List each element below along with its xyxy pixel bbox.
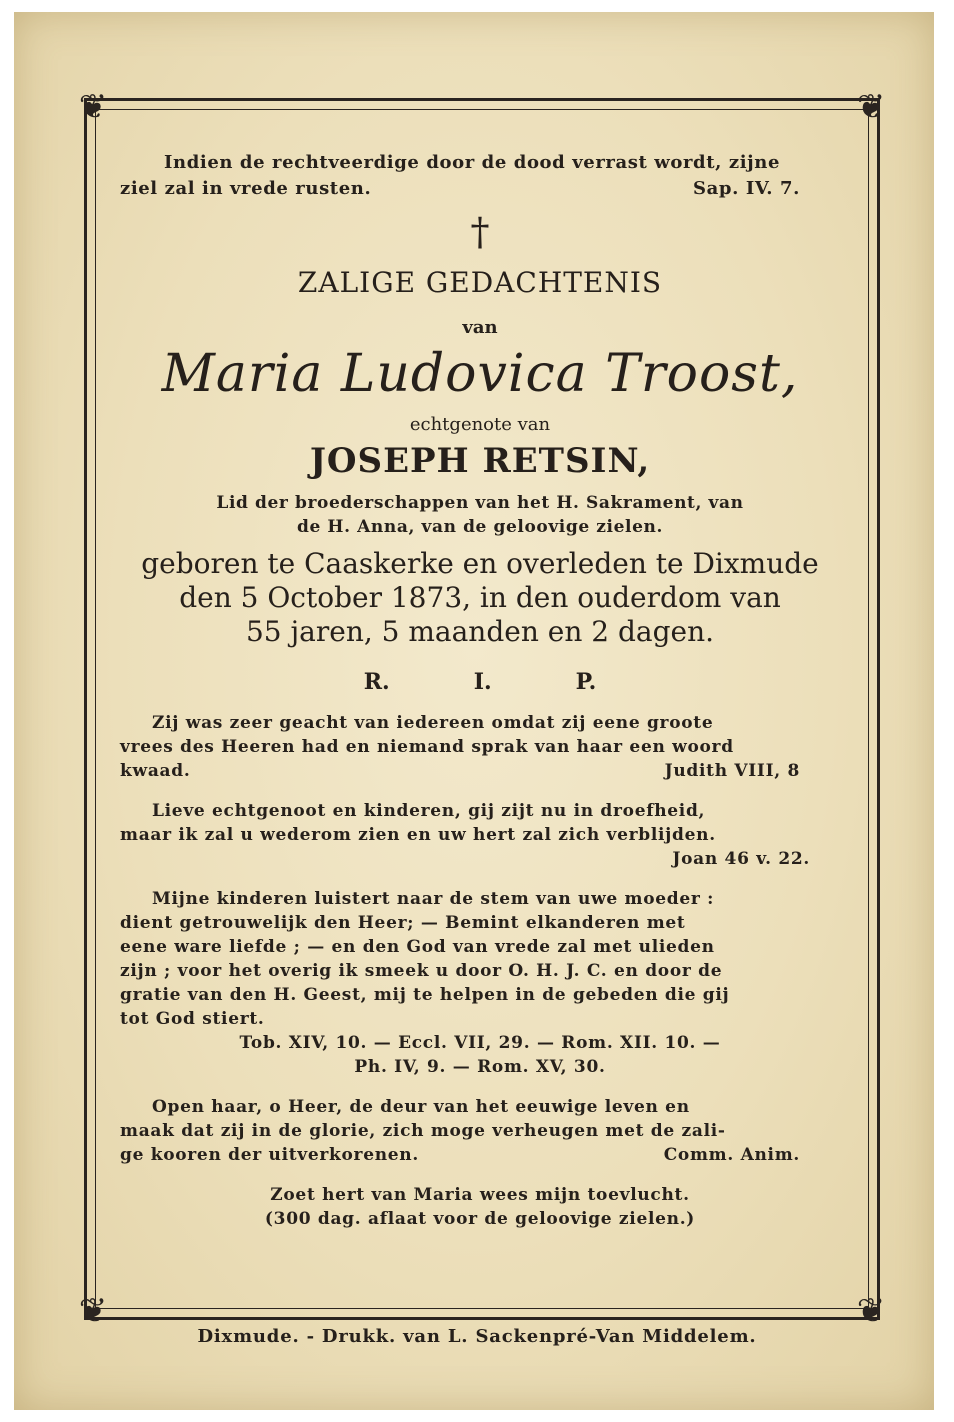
closing-line: (300 dag. aflaat voor de geloovige zielen.): [264, 1209, 696, 1229]
scroll-ornament-icon: ❦: [856, 87, 886, 127]
card-title: ZALIGE GEDACHTENIS: [297, 266, 663, 299]
paragraph-line: gratie van den H. Geest, mij te helpen in de gebeden die gij: [120, 985, 730, 1005]
deceased-name: Maria Ludovica Troost,: [161, 344, 799, 404]
birth-line: 55 jaren, 5 maanden en 2 dagen.: [245, 615, 715, 648]
spouse-name: JOSEPH RETSIN,: [309, 441, 651, 481]
closing-prayer: [120, 1183, 840, 1231]
membership: [120, 491, 840, 539]
membership-line: Lid der broederschappen van het H. Sakrament, van: [216, 493, 744, 513]
rip-letter: P.: [575, 669, 597, 695]
scripture-reference: Judith VIII, 8: [664, 761, 800, 781]
paragraph-line: eene ware liefde ; — en den God van vrede zal met ulieden: [120, 937, 715, 957]
birth-line: den 5 October 1873, in den ouderdom van: [179, 581, 781, 614]
epigraph-reference: Sap. IV. 7.: [693, 178, 800, 199]
membership-line: de H. Anna, van de geloovige zielen.: [297, 517, 663, 537]
scripture-reference: Ph. IV, 9. — Rom. XV, 30.: [354, 1057, 606, 1077]
paragraph-line: kwaad.: [120, 761, 191, 781]
paragraph-line: vrees des Heeren had en niemand sprak van haar een woord: [120, 737, 734, 757]
scroll-ornament-icon: ❦: [78, 1291, 108, 1331]
card-text: [120, 150, 840, 1231]
paragraph-line: Mijne kinderen luistert naar de stem van uwe moeder :: [152, 889, 715, 909]
scroll-ornament-icon: ❦: [856, 1291, 886, 1331]
closing-line: Zoet hert van Maria wees mijn toevlucht.: [270, 1185, 690, 1205]
rip-letter: R.: [363, 669, 390, 695]
paragraph-line: ge kooren der uitverkorenen.: [120, 1145, 419, 1165]
cross-icon: †: [470, 210, 490, 254]
paragraph-line: Zij was zeer geacht van iedereen omdat zij eene groote: [152, 713, 714, 733]
paragraph-line: tot God stiert.: [120, 1009, 265, 1029]
paragraph-line: maar ik zal u wederom zien en uw hert zal zich verblijden.: [120, 825, 716, 845]
epigraph-line: Indien de rechtveerdige door de dood verrast wordt, zijne: [164, 152, 781, 173]
epigraph: [120, 150, 840, 202]
scripture-reference: Comm. Anim.: [663, 1145, 800, 1165]
van-label: van: [462, 317, 498, 338]
spouse-prefix: echtgenote van: [409, 414, 551, 435]
scripture-reference: Tob. XIV, 10. — Eccl. VII, 29. — Rom. XII. 10. —: [239, 1033, 721, 1053]
printer-imprint: Dixmude. - Drukk. van L. Sackenpré-Van Middelem.: [197, 1326, 757, 1347]
paragraph-line: zijn ; voor het overig ik smeek u door O. H. J. C. en door de: [120, 961, 723, 981]
paragraph: [120, 711, 840, 783]
paragraph: [120, 799, 840, 871]
paragraph-line: Open haar, o Heer, de deur van het eeuwige leven en: [152, 1097, 690, 1117]
rip: [120, 669, 840, 695]
scroll-ornament-icon: ❦: [78, 87, 108, 127]
birth-line: geboren te Caaskerke en overleden te Dixmude: [141, 547, 819, 580]
paragraph: [120, 1095, 840, 1167]
rip-letter: I.: [473, 669, 492, 695]
paragraph: [120, 887, 840, 1079]
paragraph-line: dient getrouwelijk den Heer; — Bemint elkanderen met: [120, 913, 686, 933]
scripture-reference: Joan 46 v. 22.: [672, 849, 810, 869]
paragraph-line: maak dat zij in de glorie, zich moge verheugen met de zali-: [120, 1121, 726, 1141]
birth-death-info: [120, 547, 840, 649]
paragraph-line: Lieve echtgenoot en kinderen, gij zijt nu in droefheid,: [152, 801, 706, 821]
epigraph-line: ziel zal in vrede rusten.: [120, 178, 372, 199]
